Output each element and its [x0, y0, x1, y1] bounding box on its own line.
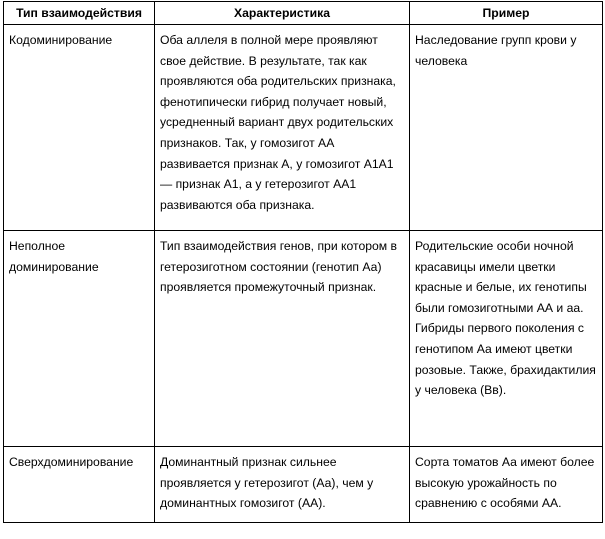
header-example: Пример	[410, 2, 603, 25]
table-row	[4, 231, 603, 447]
cell-example: Сорта томатов Аа имеют более высокую урожайность по сравнению с особями АА.	[410, 447, 603, 523]
cell-type: Неполное доминирование	[4, 231, 155, 447]
gene-interaction-table	[3, 1, 603, 523]
header-description: Характеристика	[155, 2, 410, 25]
table-row	[4, 447, 603, 523]
cell-description: Оба аллеля в полной мере проявляют свое действие. В результате, так как проявляются оба родительских признака, фенотипически гибрид получает новый, усредненный вариант двух родительских признаков. Так, у гомозигот АА развивается признак А, у гомозигот А1А1 — признак А1, а у гетерозигот АА1 развиваются оба признака.	[155, 25, 410, 231]
header-row	[4, 2, 603, 25]
cell-example: Наследование групп крови у человека	[410, 25, 603, 231]
header-type: Тип взаимодействия	[4, 2, 155, 25]
cell-type: Сверхдоминирование	[4, 447, 155, 523]
cell-example: Родительские особи ночной красавицы имели цветки красные и белые, их генотипы были гомозиготными АА и аа. Гибриды первого поколения с генотипом Аа имеют цветки розовые. Также, брахидактилия у человека (Вв).	[410, 231, 603, 447]
table-row	[4, 25, 603, 231]
cell-description: Доминантный признак сильнее проявляется у гетерозигот (Аа), чем у доминантных гомозигот (АА).	[155, 447, 410, 523]
cell-type: Кодоминирование	[4, 25, 155, 231]
cell-description: Тип взаимодействия генов, при котором в гетерозиготном состоянии (генотип Аа) проявляется промежуточный признак.	[155, 231, 410, 447]
